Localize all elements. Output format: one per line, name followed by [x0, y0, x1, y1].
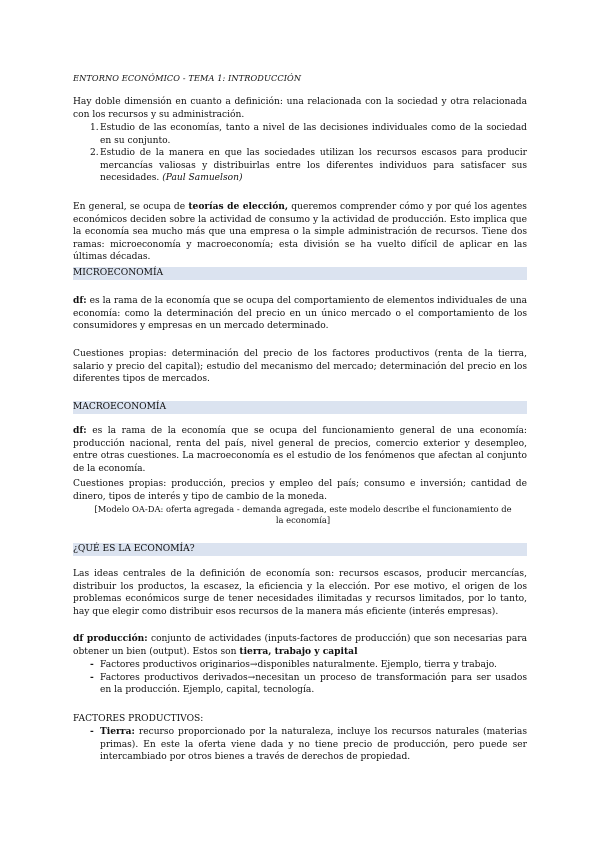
intro-paragraph: Hay doble dimensión en cuanto a definición: una relacionada con la sociedad y otra relacionada con los recursos y su administración.: [73, 97, 527, 120]
section-heading-macro: MACROECONOMÍA: [73, 401, 527, 414]
list-number: 1.: [90, 123, 99, 133]
list-item: [73, 659, 527, 672]
factor-label: Tierra:: [100, 726, 135, 737]
micro-definition-text: es la rama de la economía que se ocupa del comportamiento de elementos individuales de una economía: como la determinación del precio en un único mercado o el comportamiento de los consumidores y empresas en un mercado determinado.: [73, 296, 527, 332]
general-post: queremos comprender cómo y por qué los agentes económicos deciden sobre la actividad de consumo y la actividad de producción. Esto implica que la economía sea mucho más que una empresa o la simple administración de recursos. Tiene dos ramas: microeconomía y macroeconomía; esta división se ha vuelto difícil de aplicar en las últimas décadas.: [73, 202, 527, 263]
dash-bullet: -: [90, 659, 94, 670]
page-title: ENTORNO ECONÓMICO - TEMA 1: INTRODUCCIÓN: [73, 73, 302, 83]
general-bold: teorías de elección,: [188, 201, 289, 212]
list-item-text: recurso proporcionado por la naturaleza, incluye los recursos naturales (materias primas). En este la oferta viene dada y no tiene precio de producción, pero puede ser intercambiado por otros bienes a través de derechos de propiedad.: [100, 727, 527, 763]
production-list: [73, 659, 527, 697]
macro-definition: [73, 425, 527, 475]
dash-bullet: -: [90, 671, 94, 683]
production-definition: [73, 633, 527, 658]
micro-definition: [73, 295, 527, 333]
general-paragraph: [73, 201, 527, 264]
what-paragraph: Las ideas centrales de la definición de economía son: recursos escasos, producir mercancías, distribuir los productos, la escasez, la eficiencia y la elección. Por ese motivo, el origen de los problemas económicos surge de tener necesidades ilimitadas y recursos limitados, por lo tanto, hay que elegir como distribuir esos recursos de la manera más eficiente (interés empresas).: [73, 569, 527, 617]
df-label: df producción:: [73, 633, 148, 644]
list-item-text: Estudio de las economías, tanto a nivel de las decisiones individuales como de la sociedad en su conjunto.: [100, 123, 527, 146]
list-item: [73, 147, 527, 185]
factors-list: [73, 726, 527, 764]
general-pre: En general, se ocupa de: [73, 202, 186, 212]
list-item: [73, 122, 527, 147]
list-item: [73, 726, 527, 764]
factors-heading: FACTORES PRODUCTIVOS:: [73, 714, 204, 724]
df-label: df:: [73, 295, 87, 306]
production-bold: tierra, trabajo y capital: [239, 645, 358, 657]
section-heading-what: ¿QUÉ ES LA ECONOMÍA?: [73, 543, 527, 556]
citation: (Paul Samuelson): [162, 173, 243, 184]
production-text: conjunto de actividades (inputs-factores de producción) que son necesarias para obtener un bien (output). Estos son: [73, 634, 528, 657]
micro-issues: Cuestiones propias: determinación del precio de los factores productivos (renta de la tierra, salario y precio del capital); estudio del mecanismo del mercado; determinación del precio en los diferentes tipos de mercados.: [73, 349, 527, 385]
intro-list: [73, 122, 527, 185]
df-label: df:: [73, 425, 87, 436]
section-heading-micro: MICROECONOMÍA: [73, 267, 527, 280]
macro-issues: Cuestiones propias: producción, precios y empleo del país; consumo e inversión; cantidad de dinero, tipos de interés y tipo de cambio de la moneda.: [73, 479, 527, 502]
list-item-text: Estudio de la manera en que las sociedades utilizan los recursos escasos para producir mercancías valiosas y distribuirlas entre los diferentes individuos para satisfacer sus necesidades.: [100, 148, 527, 184]
list-item-text: Factores productivos originarios→disponibles naturalmente. Ejemplo, tierra y trabajo.: [100, 660, 497, 670]
list-item-text: Factores productivos derivados→necesitan un proceso de transformación para ser usados en la producción. Ejemplo, capital, tecnología.: [100, 672, 527, 696]
model-note: [Modelo OA-DA: oferta agregada - demanda agregada, este modelo describe el funcionamiento de la economía]: [94, 504, 512, 526]
list-item: [73, 672, 527, 697]
macro-definition-text: es la rama de la economía que se ocupa del funcionamiento general de una economía: producción nacional, renta del país, nivel general de precios, comercio exterior y desempleo, entre otras cuestiones. La macroeconomía es el estudio de los fenómenos que afectan al conjunto de la economía.: [73, 426, 527, 474]
list-number: 2.: [90, 148, 99, 159]
dash-bullet: -: [90, 726, 94, 737]
